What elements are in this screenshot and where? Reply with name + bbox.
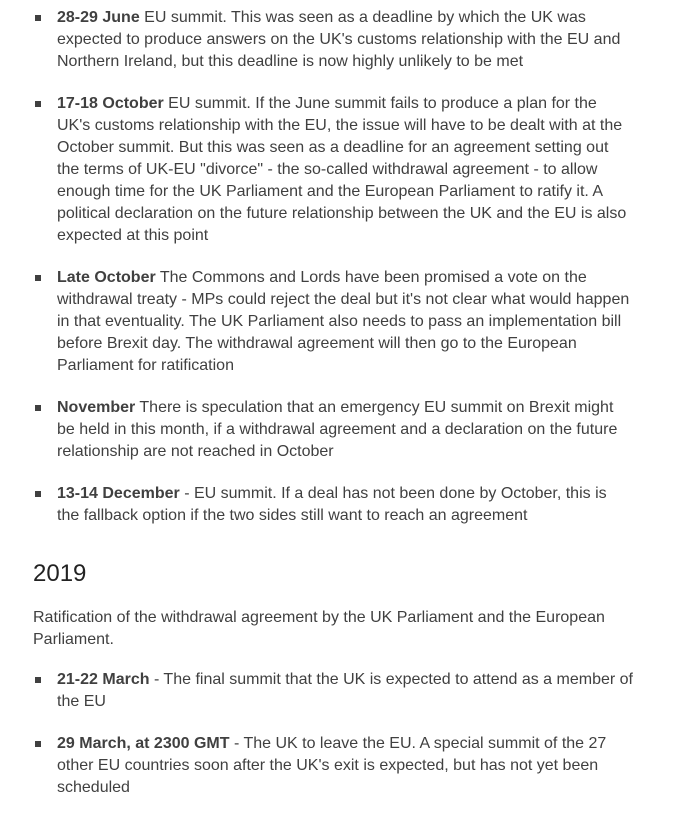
item-text: There is speculation that an emergency EU summit on Brexit might be held in this month, if a withdrawal agreement and a declaration on the future relationship are not reached in October <box>57 399 618 460</box>
item-date: 13-14 December <box>57 485 180 502</box>
square-bullet-icon <box>35 491 41 497</box>
list-item <box>33 669 633 713</box>
list-item <box>33 733 633 799</box>
timeline-list-2018 <box>33 7 633 527</box>
item-date: 21-22 March <box>57 671 150 688</box>
item-date: Late October <box>57 269 156 286</box>
section-intro: Ratification of the withdrawal agreement by the UK Parliament and the European Parliament. <box>33 609 605 648</box>
item-text: - EU summit. If a deal has not been done by October, this is the fallback option if the two sides still want to reach an agreement <box>57 485 607 524</box>
item-text: - The UK to leave the EU. A special summit of the 27 other EU countries soon after the UK's exit is expected, but has not yet been scheduled <box>57 735 607 796</box>
item-date: 29 March, at 2300 GMT <box>57 735 230 752</box>
item-text: The Commons and Lords have been promised a vote on the withdrawal treaty - MPs could reject the deal but it's not clear what would happen in that eventuality. The UK Parliament also needs to pass an implementation bill before Brexit day. The withdrawal agreement will then go to the European Parliament for ratification <box>57 269 630 374</box>
list-item <box>33 267 633 377</box>
item-text: - The final summit that the UK is expected to attend as a member of the EU <box>57 671 633 710</box>
list-item <box>33 397 633 463</box>
list-item <box>33 483 633 527</box>
article-content <box>33 7 633 819</box>
section-heading-2019: 2019 <box>33 560 87 587</box>
item-date: November <box>57 399 136 416</box>
square-bullet-icon <box>35 741 41 747</box>
timeline-list-2019 <box>33 669 633 799</box>
square-bullet-icon <box>35 101 41 107</box>
list-item <box>33 93 633 247</box>
square-bullet-icon <box>35 677 41 683</box>
list-item <box>33 7 633 73</box>
item-date: 28-29 June <box>57 9 140 26</box>
item-text: EU summit. This was seen as a deadline by which the UK was expected to produce answers on the UK's customs relationship with the EU and Northern Ireland, but this deadline is now highly unlikely to be met <box>57 9 621 70</box>
square-bullet-icon <box>35 275 41 281</box>
item-date: 17-18 October <box>57 95 164 112</box>
square-bullet-icon <box>35 15 41 21</box>
item-text: EU summit. If the June summit fails to produce a plan for the UK's customs relationship with the EU, the issue will have to be dealt with at the October summit. But this was seen as a deadline for an agreement setting out the terms of UK-EU "divorce" - the so-called withdrawal agreement - to allow enough time for the UK Parliament and the European Parliament to ratify it. A political declaration on the future relationship between the UK and the EU is also expected at this point <box>57 95 627 244</box>
square-bullet-icon <box>35 405 41 411</box>
